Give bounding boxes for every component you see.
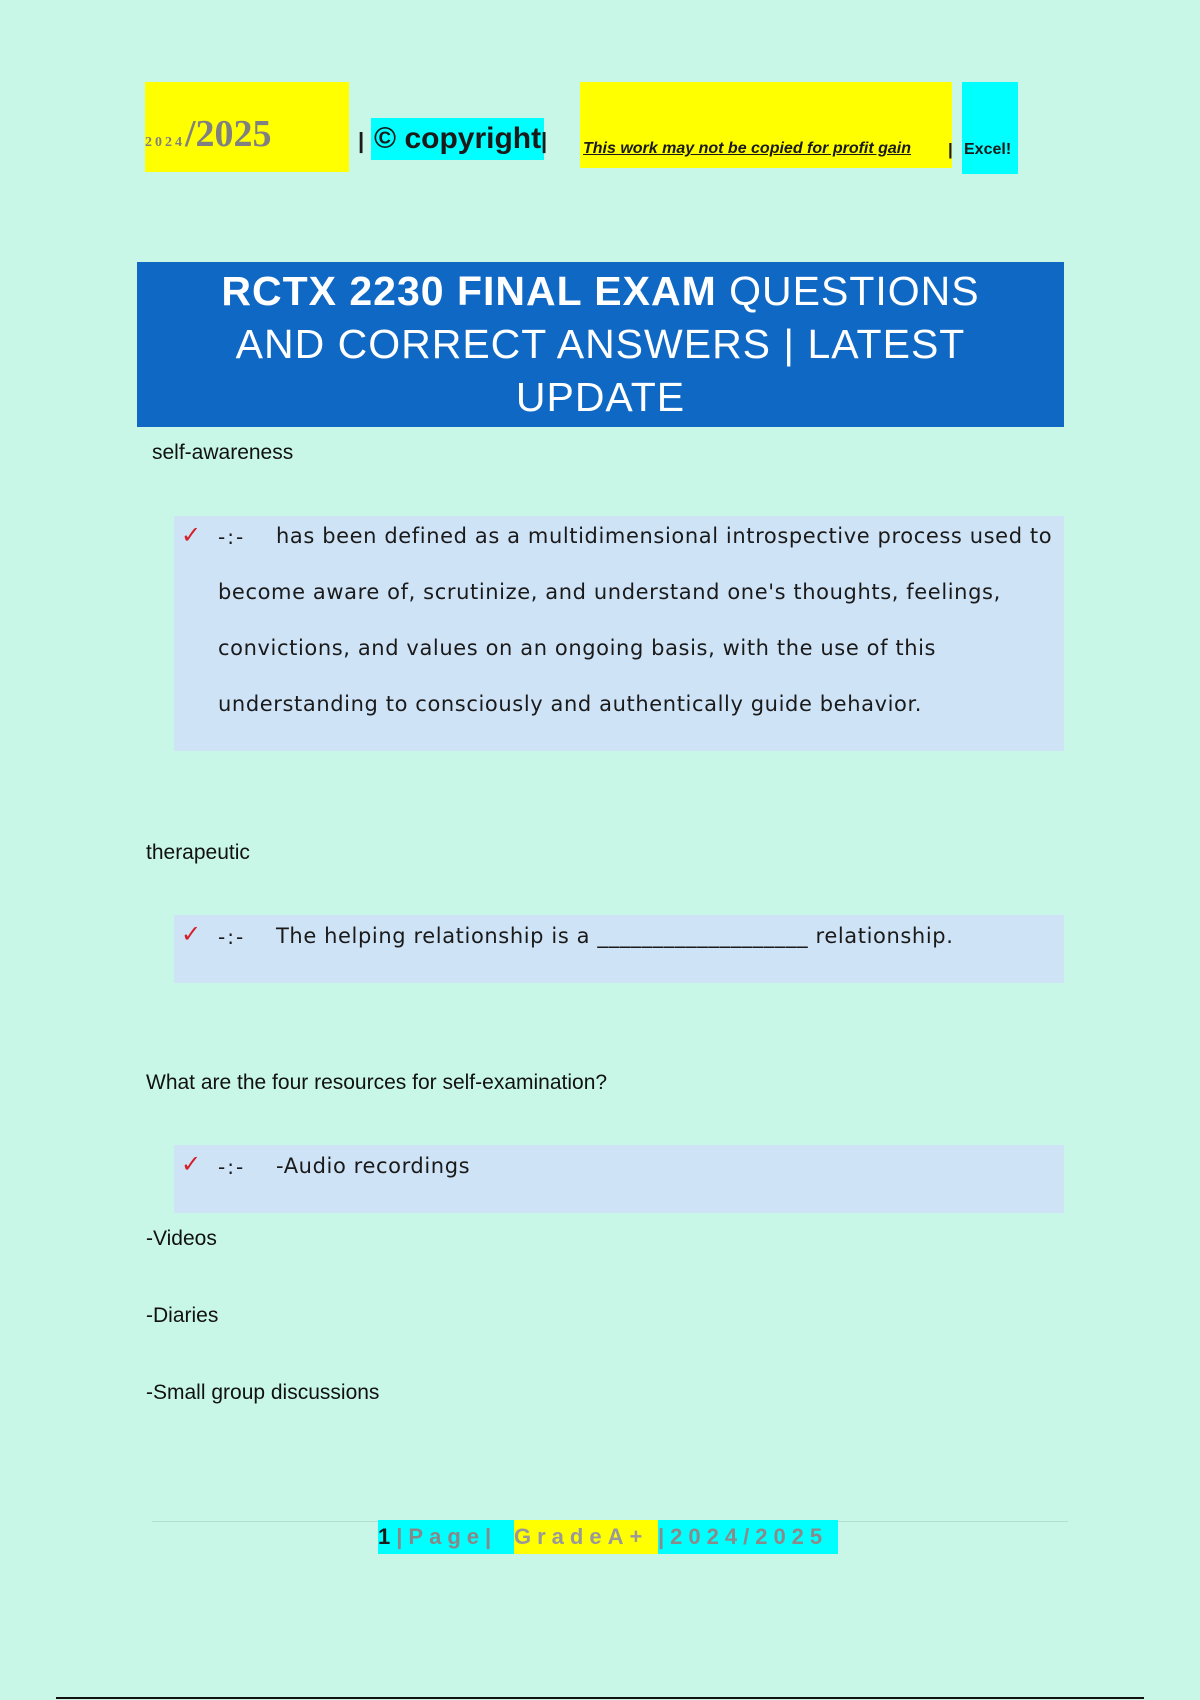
excel-highlight: [962, 82, 1018, 174]
copyright-label: © copyright: [371, 118, 544, 160]
list-item: -Small group discussions: [146, 1381, 380, 1404]
page-bottom-rule: [56, 1697, 1144, 1699]
checkmark-icon: ✓: [181, 1151, 202, 1178]
title-bold: RCTX 2230 FINAL EXAM: [221, 268, 717, 314]
answer-line: The helping relationship is a ___________________ relationship.: [276, 924, 954, 948]
year-big: /2025: [185, 113, 272, 155]
separator: |: [948, 140, 953, 159]
answer-line: convictions, and values on an ongoing basis, with the use of this: [218, 636, 937, 660]
question-therapeutic: therapeutic: [146, 841, 250, 864]
footer-year: |2024/2025: [658, 1520, 838, 1554]
separator: |: [541, 128, 548, 153]
title-rest: QUESTIONS: [716, 268, 980, 314]
separator: |: [358, 128, 365, 153]
year-small: 2024: [145, 135, 185, 150]
copy-warning: This work may not be copied for profit gain: [583, 140, 912, 157]
footer-grade: GradeA+: [514, 1520, 658, 1554]
checkmark-icon: ✓: [181, 921, 202, 948]
page-label: |Page|: [396, 1524, 498, 1549]
answer-prefix: -:-: [218, 925, 246, 949]
answer-line: has been defined as a multidimensional introspective process used to: [276, 524, 1053, 548]
list-item: -Videos: [146, 1227, 217, 1250]
question-resources: What are the four resources for self-examination?: [146, 1071, 608, 1094]
excel-label: Excel!: [964, 141, 1012, 158]
title-line-3: UPDATE: [515, 374, 686, 420]
checkmark-icon: ✓: [181, 522, 202, 549]
page-number: 1: [378, 1524, 397, 1549]
title-line-1: [221, 265, 979, 318]
document-title: [137, 262, 1064, 427]
list-item: -Diaries: [146, 1304, 219, 1327]
answer-line: -Audio recordings: [276, 1154, 471, 1178]
year-label: [145, 112, 272, 156]
answer-prefix: -:-: [218, 1155, 246, 1179]
answer-prefix: -:-: [218, 525, 246, 549]
title-line-2: AND CORRECT ANSWERS | LATEST: [235, 321, 966, 367]
footer-page: [378, 1520, 514, 1554]
question-self-awareness: self-awareness: [152, 441, 294, 464]
answer-line: understanding to consciously and authentically guide behavior.: [218, 692, 923, 716]
answer-line: become aware of, scrutinize, and understand one's thoughts, feelings,: [218, 580, 1001, 604]
